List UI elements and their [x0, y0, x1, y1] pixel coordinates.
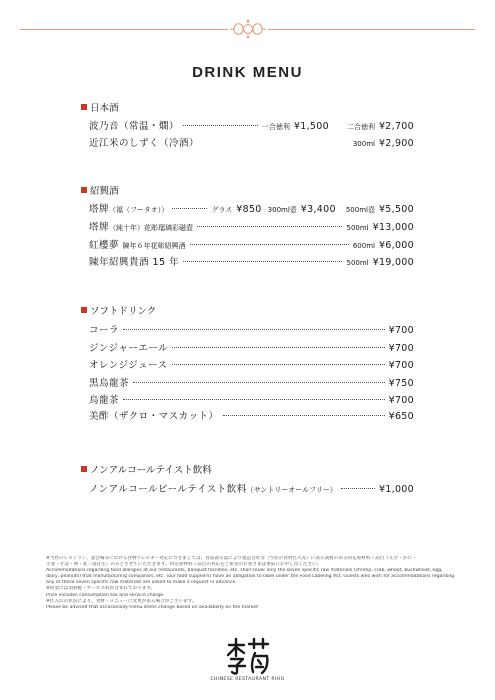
menu-row: [89, 408, 414, 422]
dot-leader: [123, 399, 385, 400]
section-marker-icon: [81, 187, 87, 193]
item-unit: 300ml壺: [267, 206, 297, 214]
item-unit: 600ml: [352, 242, 375, 250]
footnote-line: Price includes consumption tax and service charge.: [46, 592, 165, 598]
item-name: オレンジジュース: [89, 360, 168, 371]
page-title: DRINK MENU: [192, 64, 303, 81]
menu-row: [89, 481, 414, 495]
item-unit: 300ml: [352, 140, 375, 148]
item-price: ¥650: [388, 411, 414, 422]
menu-row: [89, 201, 414, 215]
section-label: ソフトドリンク: [90, 306, 157, 317]
footnote-line: Accommodations regarding food allergies at our restaurants, banquet facilities, etc. shall cover only the seven specific raw materials (shrimp, crab, wheat, buckwheat, egg,: [46, 568, 443, 574]
item-price: ¥3,400: [300, 204, 336, 215]
item-unit: 二合徳利: [346, 123, 375, 131]
dot-leader: [341, 488, 375, 489]
item-price: ¥1,000: [378, 484, 414, 495]
item-price: ¥6,000: [378, 240, 414, 251]
footnote-line: Please be advised that occasionally menu items change based on availability on the market: [46, 604, 258, 610]
item-name: 塔牌（純十年）花彫瑠璃彩磁壺: [89, 222, 194, 233]
menu-row: [89, 322, 414, 336]
footnote-line: ※当社のレストラン、宴会場等における食物アレルギー対応につきましては、食品表示法により製造会社等（当社の食材仕入先）に表示義務のある特定原材料７品目（えび・かに・: [46, 556, 417, 561]
dot-leader: [183, 261, 342, 262]
section-heading-shaoxing: [81, 183, 119, 197]
menu-row: [89, 237, 414, 251]
footnote-line: dairy, peanuts) that manufacturing companies, etc. (our food suppliers) have an obligation to label under the Food Labeling Act. Guests who wish for accommodations regarding: [46, 574, 455, 580]
item-price: ¥700: [388, 395, 414, 406]
item-subtitle: （サントリーオールフリー）: [246, 486, 337, 494]
item-price: ¥19,000: [372, 257, 414, 268]
section-marker-icon: [81, 466, 87, 472]
item-unit: 500ml: [346, 259, 369, 267]
menu-row: [89, 375, 414, 389]
item-subtitle: （福（フータオ））: [109, 206, 169, 214]
section-marker-icon: [81, 104, 87, 110]
item-price: ¥1,500: [293, 121, 329, 132]
item-subtitle: （純十年）花彫瑠璃彩磁壺: [109, 224, 194, 232]
dot-leader: [123, 329, 385, 330]
item-name: コーラ: [89, 325, 120, 336]
footnote-line: ※料金には消費税・サービス料が含まれております。: [46, 586, 156, 592]
item-price: ¥700: [388, 325, 414, 336]
section-heading-non-alcohol: [81, 462, 212, 476]
item-price: ¥13,000: [372, 222, 414, 233]
item-name: 陳年紹興貴酒 15 年: [89, 257, 180, 268]
dot-leader: [172, 364, 385, 365]
dot-leader: [172, 208, 207, 209]
top-rule-right: [268, 29, 475, 30]
dot-leader: [223, 415, 385, 416]
menu-row: [89, 219, 414, 233]
item-name: ノンアルコールビールテイスト飲料（サントリーオールフリー）: [89, 484, 337, 495]
menu-row: [89, 340, 414, 354]
menu-row: [89, 392, 414, 406]
section-heading-soft-drinks: [81, 303, 156, 317]
item-name: 美酢（ザクロ・マスカット）: [89, 411, 219, 422]
section-label: ノンアルコールテイスト飲料: [90, 465, 212, 476]
item-price: ¥750: [388, 378, 414, 389]
dot-leader: [133, 382, 385, 383]
footnote-line: 小麦・そば・卵・乳・落花生）のみとさせていただきます。特定原材料７品目の対応をご希望のお客さまは事前にお申し出ください。: [46, 562, 322, 568]
item-price: ¥2,700: [378, 121, 414, 132]
item-name: 黒烏龍茶: [89, 378, 130, 389]
restaurant-name: CHINESE RESTAURANT RIHO: [210, 677, 285, 682]
dot-leader: [197, 226, 342, 227]
menu-row: [89, 118, 414, 132]
menu-row: [89, 357, 414, 371]
item-price: ¥2,900: [378, 138, 414, 149]
item-unit: 500ml: [346, 224, 369, 232]
footnotes: [46, 556, 466, 611]
section-label: 紹興酒: [90, 186, 119, 197]
restaurant-logo-icon: [225, 636, 271, 676]
section-heading-sake: [81, 100, 119, 114]
section-marker-icon: [81, 307, 87, 313]
section-label: 日本酒: [90, 103, 119, 114]
menu-row: [89, 254, 414, 268]
dot-leader: [190, 244, 349, 245]
top-rule-left: [20, 29, 228, 30]
dot-leader: [183, 125, 258, 126]
menu-row: [89, 135, 414, 149]
item-name: ジンジャーエール: [89, 343, 169, 354]
dot-leader: [172, 347, 384, 348]
item-price: ¥850: [236, 204, 262, 215]
item-name: 波乃音（常温・燗）: [89, 121, 180, 132]
item-name: 塔牌（福（フータオ））: [89, 204, 169, 215]
item-price: ¥5,500: [378, 204, 414, 215]
item-name: 近江米のしずく（冷酒）: [89, 138, 200, 149]
item-name: 烏龍茶: [89, 395, 120, 406]
item-price: ¥700: [388, 343, 414, 354]
item-unit: 500ml壺: [345, 206, 375, 214]
item-subtitle: 陳年６年花彫紹興酒: [122, 242, 186, 250]
item-unit: グラス: [211, 206, 233, 214]
footnote-line: any of these seven specific raw materials are asked to make a request in advance.: [46, 580, 237, 586]
item-price: ¥700: [388, 360, 414, 371]
footnote-line: ※仕入れの状況により、食材・メニューに変更がある場合がございます。: [46, 598, 197, 604]
item-unit: 一合徳利: [261, 123, 290, 131]
knot-ornament-icon: [228, 17, 268, 41]
item-name: 紅樓夢 陳年６年花彫紹興酒: [89, 240, 186, 251]
